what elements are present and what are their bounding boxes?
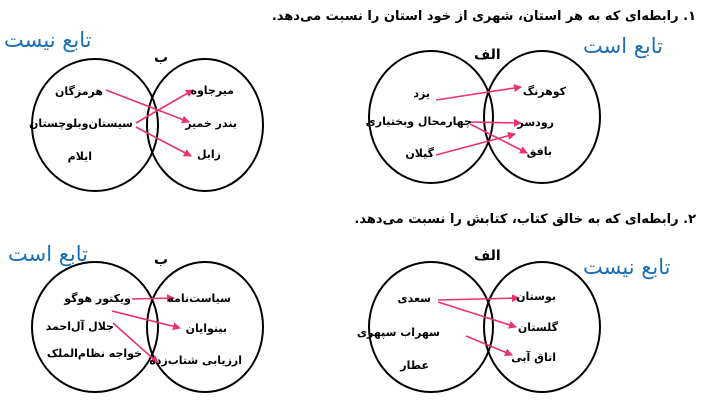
q2-be-verdict: تابع است — [8, 242, 88, 266]
arrow — [136, 127, 191, 156]
q2-alef-domain-item: سعدی — [397, 292, 431, 305]
q1-alef-domain-item: گیلان — [405, 147, 434, 160]
q1-be-domain-item: ایلام — [67, 150, 92, 163]
question-2-title: ۲. رابطه‌ای که به خالق کتاب، کتابش را نسبت می‌دهد. — [354, 212, 696, 227]
q2-alef-codomain-item: اتاق آبی — [511, 351, 556, 364]
q2-be-codomain-item: ارزیابی شتاب‌زده — [149, 354, 242, 367]
q1-be-codomain-item: بندر خمیر — [185, 117, 237, 130]
arrow — [438, 302, 516, 327]
q2-alef-domain-item: عطار — [400, 359, 429, 372]
q1-be-codomain-item: میرجاوه — [190, 84, 234, 97]
q2-be-domain-item: جلال آل‌احمد — [45, 320, 114, 333]
q1-alef-verdict: تابع است — [583, 34, 663, 58]
q2-alef-codomain-item: بوستان — [516, 290, 556, 303]
q1-part-be-label: ب — [154, 50, 169, 66]
arrow — [438, 298, 519, 300]
q1-alef-domain-item: چهارمحال وبختیاری — [365, 115, 472, 128]
q1-alef-codomain-item: رودسر — [517, 116, 554, 129]
q2-be-codomain-item: بینوایان — [185, 322, 227, 335]
q1-alef-codomain-item: بافق — [526, 145, 552, 158]
arrow — [436, 87, 521, 100]
q1-be-domain-item: هرمزگان — [54, 85, 103, 98]
q2-part-alef-label: الف — [474, 248, 501, 264]
q2-alef-domain-item: سهراب سپهری — [356, 326, 440, 339]
q1-be-domain-item: سیستان‌وبلوچستان — [29, 117, 133, 130]
q1-be-codomain-item: زابل — [196, 148, 221, 161]
q2-alef-codomain-item: گلستان — [517, 321, 558, 334]
q2-be-domain-item: خواجه نظام‌الملک — [46, 347, 142, 360]
q2-part-be-label: ب — [154, 252, 169, 268]
q2-be-domain-item: ویکتور هوگو — [64, 292, 131, 305]
q1-alef-domain-item: یزد — [413, 87, 430, 100]
q1-alef-codomain-item: کوهرنگ — [522, 85, 566, 98]
q2-be-codomain-item: سیاست‌نامه — [167, 292, 231, 305]
arrow — [112, 311, 180, 328]
q1-be-verdict: تابع نیست — [4, 28, 92, 52]
arrow — [436, 134, 515, 155]
q2-alef-verdict: تابع نیست — [583, 255, 671, 279]
question-1-title: ۱. رابطه‌ای که به هر استان، شهری از خود استان را نسبت می‌دهد. — [271, 9, 696, 24]
q1-part-alef-label: الف — [474, 47, 501, 63]
arrow — [470, 122, 521, 123]
